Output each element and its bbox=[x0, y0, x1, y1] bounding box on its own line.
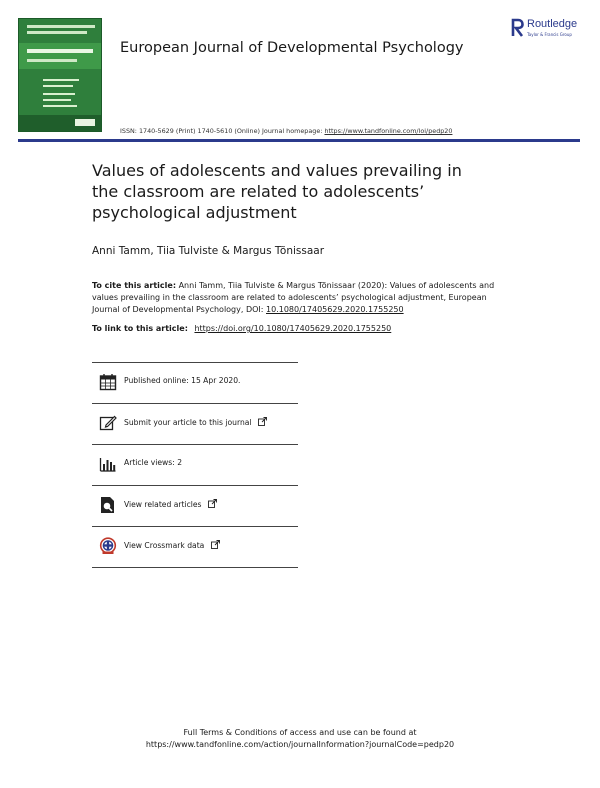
doi-link[interactable]: 10.1080/17405629.2020.1755250 bbox=[266, 305, 404, 314]
submit-article-row[interactable] bbox=[92, 404, 298, 445]
search-document-icon bbox=[99, 496, 117, 514]
link-label: To link to this article: bbox=[92, 324, 188, 333]
submit-article-link[interactable]: Submit your article to this journal bbox=[124, 418, 252, 427]
terms-text: Full Terms & Conditions of access and use can be found at bbox=[183, 728, 417, 737]
external-link-icon bbox=[208, 499, 217, 508]
article-doi-url[interactable]: https://doi.org/10.1080/17405629.2020.1755250 bbox=[194, 324, 392, 333]
article-title: Values of adolescents and values prevailing in the classroom are related to adolescents’ psychological adjustment bbox=[92, 161, 462, 222]
issn-text: ISSN: 1740-5629 (Print) 1740-5610 (Online) Journal homepage: bbox=[120, 127, 323, 135]
publisher-name: Routledge bbox=[527, 18, 578, 30]
published-row bbox=[92, 362, 298, 404]
citation-text: Anni Tamm, Tiia Tulviste & Margus Tõnissaar (2020): Values of adolescents and values prevailing in the classroom are related to adolescents’ psychological adjustment, European Journal of Developmental Psychology, DOI: bbox=[92, 281, 495, 314]
external-link-icon bbox=[211, 540, 220, 549]
crossmark-row[interactable] bbox=[92, 527, 298, 568]
published-date: Published online: 15 Apr 2020. bbox=[124, 376, 241, 385]
edit-icon bbox=[99, 414, 117, 432]
article-views-row bbox=[92, 445, 298, 486]
calendar-icon bbox=[99, 373, 117, 391]
external-link-icon bbox=[258, 417, 267, 426]
issn-line bbox=[120, 127, 452, 135]
citation-block bbox=[92, 280, 512, 316]
routledge-r-icon bbox=[511, 18, 525, 38]
article-info-list bbox=[92, 362, 298, 568]
journal-name: European Journal of Developmental Psychology bbox=[120, 40, 464, 56]
journal-homepage-link[interactable]: https://www.tandfonline.com/loi/pedp20 bbox=[324, 127, 453, 135]
related-articles-link[interactable]: View related articles bbox=[124, 500, 202, 509]
crossmark-icon bbox=[99, 537, 117, 555]
crossmark-link[interactable]: View Crossmark data bbox=[124, 541, 205, 550]
terms-link[interactable]: https://www.tandfonline.com/action/journalInformation?journalCode=pedp20 bbox=[145, 740, 455, 749]
article-link-block bbox=[92, 324, 391, 333]
bar-chart-icon bbox=[99, 455, 117, 473]
journal-cover-image bbox=[18, 18, 102, 132]
citation-label: To cite this article: bbox=[92, 281, 177, 290]
footer bbox=[0, 727, 600, 751]
related-articles-row[interactable] bbox=[92, 486, 298, 527]
publisher-tagline: Taylor & Francis Group bbox=[527, 32, 572, 37]
article-authors: Anni Tamm, Tiia Tulviste & Margus Tõnissaar bbox=[92, 245, 325, 257]
article-views-count: Article views: 2 bbox=[124, 458, 183, 467]
header-divider bbox=[18, 139, 580, 142]
